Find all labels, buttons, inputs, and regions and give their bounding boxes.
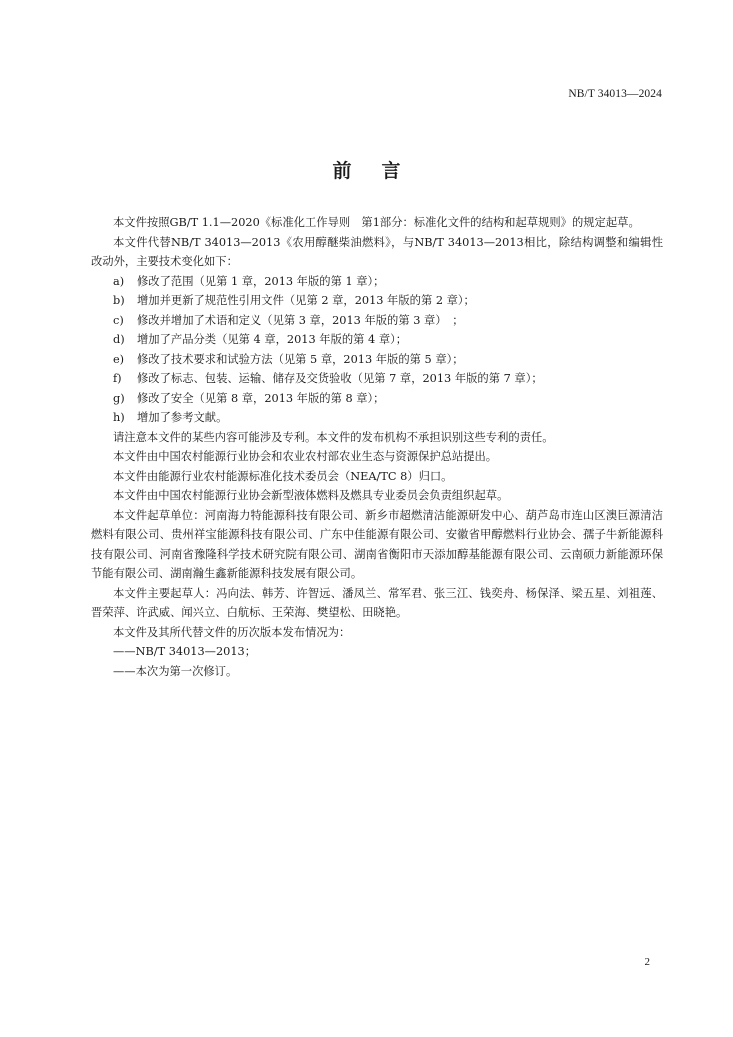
paragraph-drafting-organizer: 本文件由中国农村能源行业协会新型液体燃料及燃具专业委员会负责组织起草。 xyxy=(113,489,509,502)
paragraph-proposer: 本文件由中国农村能源行业协会和农业农村部农业生态与资源保护总站提出。 xyxy=(113,450,498,463)
document-code: NB/T 34013—2024 xyxy=(568,88,662,100)
list-marker: b) xyxy=(113,294,125,307)
page-title xyxy=(0,156,733,183)
list-item-text: 增加了参考文献。 xyxy=(137,411,228,424)
paragraph-drafting-units: 本文件起草单位：河南海力特能源科技有限公司、新乡市超燃清洁能源研发中心、葫芦岛市连山区澳巨源清洁燃料有限公司、贵州祥宝能源科技有限公司、广东中佳能源有限公司、安徽省甲醇燃料行业协会、孺子牛新能源科技有限公司、河南省豫隆科学技术研究院有限公司、湖南省衡阳市天添加醇基能源有限公司、云南硕力新能源环保节能有限公司、湖南瀚生鑫新能源科技发展有限公司。 xyxy=(91,508,663,580)
title-part-2: 言 xyxy=(381,160,401,182)
list-item xyxy=(91,408,663,428)
paragraph-history: 本文件及其所代替文件的历次版本发布情况为： xyxy=(113,625,351,639)
list-item-text: 增加了产品分类（见第 4 章，2013 年版的第 4 章）； xyxy=(137,333,408,346)
list-item xyxy=(91,389,663,409)
list-marker: a) xyxy=(113,274,125,288)
list-marker: d) xyxy=(113,333,125,346)
foreword-body xyxy=(91,213,663,681)
paragraph-centralized: 本文件由能源行业农村能源标准化技术委员会（NEA/TC 8）归口。 xyxy=(113,469,453,483)
list-item-text: 增加并更新了规范性引用文件（见第 2 章，2013 年版的第 2 章）； xyxy=(137,294,475,307)
paragraph-standard-basis: 本文件按照GB/T 1.1—2020《标准化工作导则 第1部分：标准化文件的结构和起草规则》的规定起草。 xyxy=(113,216,640,229)
list-item xyxy=(91,350,663,370)
list-marker: h) xyxy=(113,411,125,424)
paragraph-drafters: 本文件主要起草人：冯向法、韩芳、许智远、潘凤兰、常军君、张三江、钱奕舟、杨保泽、梁五星、刘祖莲、晋荣萍、许武威、闻兴立、白航标、王荣海、樊望松、田晓艳。 xyxy=(91,586,663,619)
list-item-text: 修改了标志、包装、运输、储存及交货验收（见第 7 章，2013 年版的第 7 章）； xyxy=(137,372,543,385)
paragraph-replacement: 本文件代替NB/T 34013—2013《农用醇醚柴油燃料》，与NB/T 34013—2013相比，除结构调整和编辑性改动外，主要技术变化如下： xyxy=(91,235,663,268)
page-number: 2 xyxy=(644,956,650,968)
changes-list xyxy=(91,272,663,428)
list-marker: c) xyxy=(113,313,124,327)
edition-item: ——NB/T 34013—2013； xyxy=(113,645,256,658)
list-item-text: 修改了安全（见第 8 章，2013 年版的第 8 章）； xyxy=(137,391,385,405)
list-item-text: 修改了范围（见第 1 章，2013 年版的第 1 章）； xyxy=(137,274,385,288)
list-marker: f) xyxy=(113,372,122,385)
list-item xyxy=(91,369,663,389)
edition-item: ——本次为第一次修订。 xyxy=(113,664,238,678)
title-part-1: 前 xyxy=(332,160,352,182)
list-item xyxy=(91,291,663,311)
list-item xyxy=(91,272,663,292)
list-item xyxy=(91,311,663,331)
list-item-text: 修改并增加了术语和定义（见第 3 章，2013 年版的第 3 章） ； xyxy=(137,313,464,327)
list-marker: g) xyxy=(113,391,125,405)
list-item-text: 修改了技术要求和试验方法（见第 5 章，2013 年版的第 5 章）； xyxy=(137,352,464,366)
list-marker: e) xyxy=(113,352,125,366)
paragraph-patent-notice: 请注意本文件的某些内容可能涉及专利。本文件的发布机构不承担识别这些专利的责任。 xyxy=(113,430,554,444)
list-item xyxy=(91,330,663,350)
